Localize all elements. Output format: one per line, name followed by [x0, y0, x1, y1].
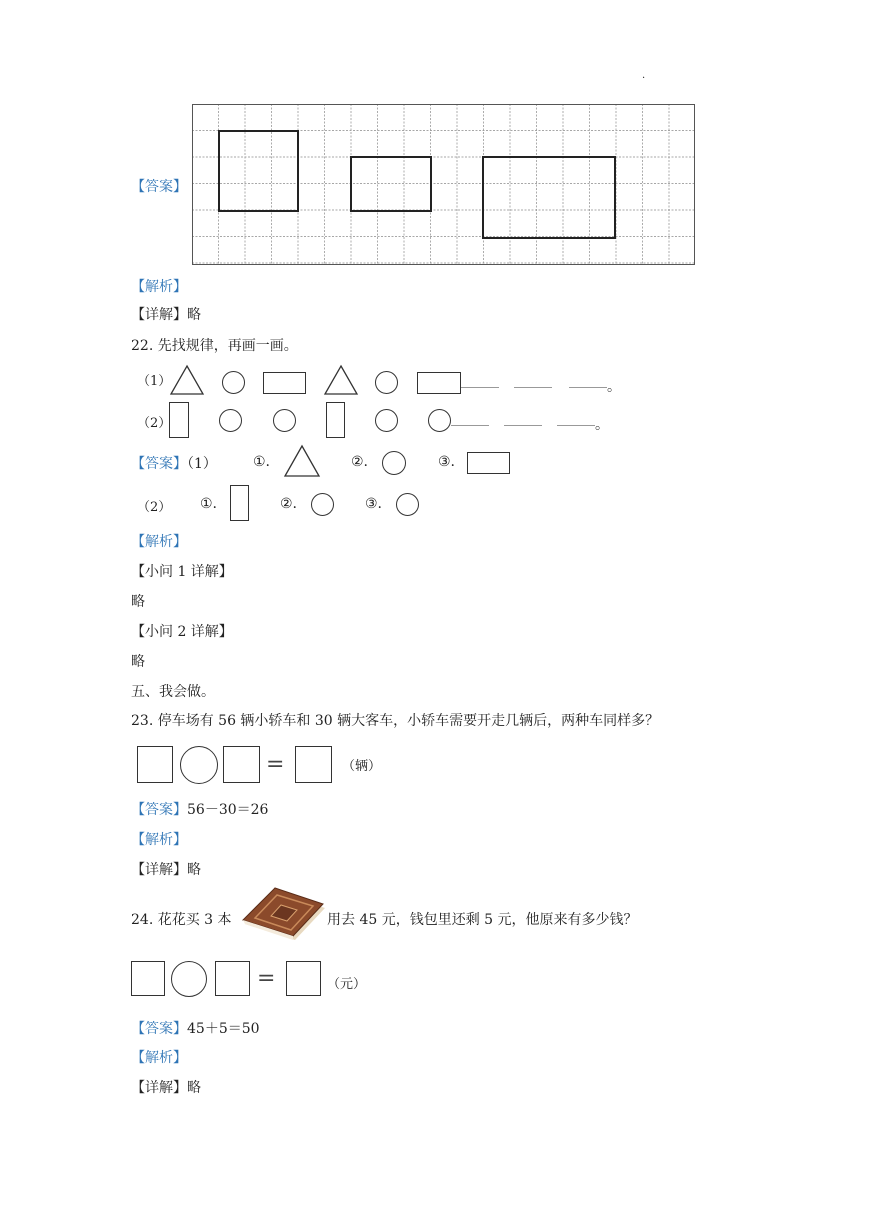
unit-label: （元）: [327, 977, 367, 992]
circle-shape: [382, 451, 406, 475]
answer-tag: 【答案】: [131, 456, 187, 472]
sub2-text: 略: [131, 654, 145, 670]
end-mark: 。: [595, 417, 609, 433]
detail-text: 略: [187, 307, 201, 323]
answer-line: [131, 799, 268, 819]
answer-grid: [192, 104, 695, 265]
answer-rectangle-small: [351, 157, 431, 211]
detail-tag: 【详解】: [131, 1080, 187, 1096]
analysis-tag: 【解析】: [131, 832, 187, 848]
detail-line: [131, 304, 201, 324]
circle-shape: [396, 493, 419, 516]
answer-text: 56－30＝26: [187, 802, 269, 818]
circle-shape: [311, 493, 334, 516]
answer-line-1: [131, 453, 217, 473]
triangle-shape: [324, 365, 358, 395]
answer-square: [219, 131, 298, 211]
blank-lines-row1: [461, 376, 621, 396]
answer-tag: 【答案】: [131, 1021, 187, 1037]
sub1-text: 略: [131, 594, 145, 610]
option-2-label: ②.: [280, 496, 298, 512]
tall-rectangle-shape: [169, 402, 189, 438]
rectangle-shape: [263, 372, 306, 394]
option-1-label: ①.: [200, 496, 218, 512]
equation-circle: [171, 961, 207, 997]
triangle-shape: [170, 365, 204, 395]
row2-label: （2）: [137, 416, 172, 431]
option-2-label: ②.: [351, 454, 369, 470]
blank-lines-row2: [451, 414, 609, 434]
circle-shape: [222, 371, 245, 394]
answer-line: [131, 1018, 260, 1038]
circle-shape: [273, 409, 296, 432]
equation-box: [137, 746, 173, 783]
answer-tag: 【答案】: [131, 179, 187, 195]
option-3-label: ③.: [438, 454, 456, 470]
page-dot: .: [642, 70, 646, 81]
detail-text: 略: [187, 1080, 201, 1096]
book-image: [241, 886, 327, 942]
end-mark: 。: [607, 379, 621, 395]
unit-label: （辆）: [342, 759, 382, 774]
tall-rectangle-shape: [326, 402, 345, 438]
equation-circle: [180, 746, 218, 784]
equation-box: [286, 961, 321, 996]
detail-text: 略: [187, 862, 201, 878]
answer-text: 45＋5＝50: [187, 1021, 260, 1037]
equation-box: [131, 961, 165, 996]
sub1-tag: 【小问 1 详解】: [131, 564, 233, 580]
equation-box: [215, 961, 250, 996]
answer-tag: 【答案】: [131, 802, 187, 818]
analysis-tag: 【解析】: [131, 279, 187, 295]
sub2-tag: 【小问 2 详解】: [131, 624, 233, 640]
analysis-tag: 【解析】: [131, 534, 187, 550]
circle-shape: [219, 409, 242, 432]
analysis-tag: 【解析】: [131, 1050, 187, 1066]
answer-row1-label: （1）: [187, 456, 217, 472]
question-22-title: 22. 先找规律，再画一画。: [131, 338, 298, 354]
answer-rectangle-large: [483, 157, 615, 238]
detail-line: [131, 859, 201, 879]
equation-box: [295, 746, 332, 783]
equation-box: [223, 746, 260, 783]
circle-shape: [375, 409, 398, 432]
question-24-title-b: 用去 45 元，钱包里还剩 5 元，他原来有多少钱？: [327, 912, 638, 928]
circle-shape: [375, 371, 398, 394]
equals-sign: =: [266, 752, 285, 777]
tall-rectangle-shape: [230, 485, 249, 521]
question-23-title: 23. 停车场有 56 辆小轿车和 30 辆大客车，小轿车需要开走几辆后，两种车同样多？: [131, 713, 660, 729]
circle-shape: [428, 409, 451, 432]
rectangle-shape: [467, 452, 510, 474]
section-title: 五、我会做。: [131, 684, 215, 700]
equals-sign: =: [257, 966, 276, 991]
detail-line: [131, 1077, 201, 1097]
rectangle-shape: [417, 372, 461, 394]
answer-row2-label: （2）: [137, 500, 172, 515]
row1-label: （1）: [137, 374, 172, 389]
detail-tag: 【详解】: [131, 862, 187, 878]
option-3-label: ③.: [365, 496, 383, 512]
detail-tag: 【详解】: [131, 307, 187, 323]
triangle-shape: [284, 445, 320, 477]
option-1-label: ①.: [253, 454, 271, 470]
question-24-title-a: 24. 花花买 3 本: [131, 912, 232, 928]
